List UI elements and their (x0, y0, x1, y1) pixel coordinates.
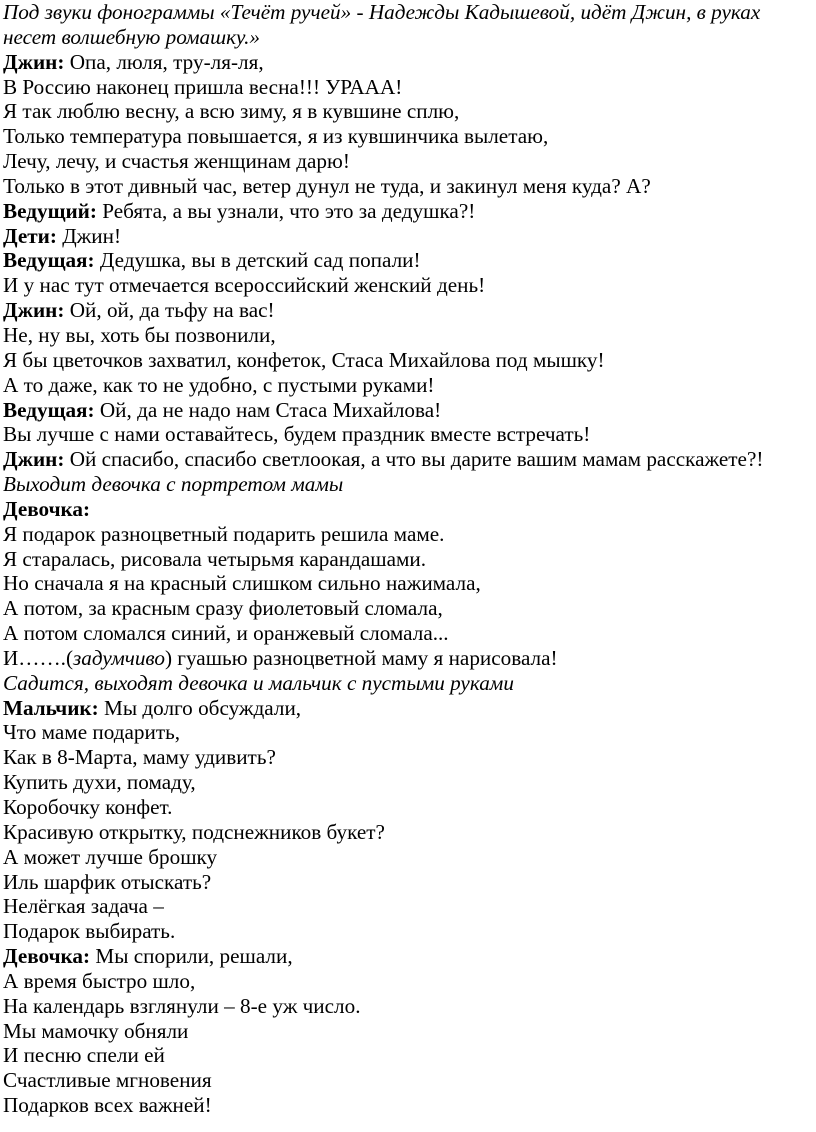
verse-line: И песню спели ей (3, 1043, 165, 1068)
stage-direction: Садится, выходят девочка и мальчик с пустыми руками (3, 670, 514, 695)
speaker-name: Джин: (3, 298, 65, 323)
verse-line: Лечу, лечу, и счастья женщинам дарю! (3, 149, 350, 174)
line-text: Ой, ой, да тьфу на вас! (64, 298, 275, 323)
verse-line: А может лучше брошку (3, 844, 218, 869)
verse-line: На календарь взглянули – 8-е уж число. (3, 993, 361, 1018)
speaker-name: Джин: (3, 49, 65, 74)
line-text: Опа, люля, тру-ля-ля, (64, 49, 264, 74)
verse-line: Только температура повышается, я из кувшинчика вылетаю, (3, 124, 549, 149)
line-text: Мы спорили, решали, (90, 944, 293, 969)
line-text: Ребята, а вы узнали, что это за дедушка?! (96, 198, 476, 223)
speaker-name: Девочка: (3, 496, 91, 521)
verse-line: Я подарок разноцветный подарить решила маме. (3, 521, 445, 546)
dialogue-line (3, 50, 813, 75)
speaker-name: Ведущая: (3, 397, 95, 422)
verse-line: Не, ну вы, хоть бы позвонили, (3, 322, 276, 347)
verse-line: А потом, за красным сразу фиолетовый сломала, (3, 596, 443, 621)
verse-line: А время быстро шло, (3, 968, 196, 993)
verse-line: А то даже, как то не удобно, с пустыми руками! (3, 372, 435, 397)
document-page (3, 0, 813, 1118)
dialogue-line (3, 298, 813, 323)
verse-line: Я старалась, рисовала четырьмя карандашами. (3, 546, 427, 571)
verse-line: Я бы цветочков захватил, конфеток, Стаса Михайлова под мышку! (3, 347, 605, 372)
verse-line: Что маме подарить, (3, 720, 181, 745)
speaker-name: Дети: (3, 223, 57, 248)
verse-line: Мы мамочку обняли (3, 1018, 189, 1043)
dialogue-line (3, 248, 813, 273)
italic-remark: задумчиво (73, 645, 165, 670)
dialogue-line (3, 224, 813, 249)
line-text: ) гуашью разноцветной маму я нарисовала! (164, 645, 558, 670)
speaker-name: Джин: (3, 447, 65, 472)
verse-line: Счастливые мгновения (3, 1068, 212, 1093)
verse-line: Я так люблю весну, а всю зиму, я в кувшине сплю, (3, 99, 460, 124)
dialogue-line (3, 199, 813, 224)
verse-line: Как в 8-Марта, маму удивить? (3, 745, 276, 770)
speaker-name: Ведущая: (3, 248, 95, 273)
verse-line: Но сначала я на красный слишком сильно нажимала, (3, 571, 481, 596)
line-text: Дедушка, вы в детский сад попали! (94, 248, 421, 273)
verse-line: Вы лучше с нами оставайтесь, будем праздник вместе встречать! (3, 422, 591, 447)
speaker-name: Девочка: (3, 944, 91, 969)
verse-line: Подарков всех важней! (3, 1093, 212, 1118)
stage-direction: Под звуки фонограммы «Течёт ручей» - Надежды Кадышевой, идёт Джин, в руках несет волшебную ромашку.» (3, 0, 761, 49)
line-text: Ой спасибо, спасибо светлоокая, а что вы дарите вашим мамам расскажете?! (64, 447, 764, 472)
verse-line: Подарок выбирать. (3, 919, 176, 944)
dialogue-line (3, 447, 813, 472)
verse-line: Иль шарфик отыскать? (3, 869, 212, 894)
speaker-name: Ведущий: (3, 198, 97, 223)
verse-line: Купить духи, помаду, (3, 770, 196, 795)
verse-line: Красивую открытку, подснежников букет? (3, 819, 385, 844)
verse-line: Только в этот дивный час, ветер дунул не туда, и закинул меня куда? А? (3, 173, 651, 198)
line-text: Мы долго обсуждали, (98, 695, 302, 720)
line-text: Ой, да не надо нам Стаса Михайлова! (94, 397, 442, 422)
dialogue-line (3, 398, 813, 423)
verse-line: А потом сломался синий, и оранжевый сломала... (3, 621, 449, 646)
verse-line: И у нас тут отмечается всероссийский женский день! (3, 273, 486, 298)
line-text: И…….( (3, 645, 74, 670)
dialogue-line (3, 696, 813, 721)
dialogue-line (3, 944, 813, 969)
verse-line: Коробочку конфет. (3, 795, 173, 819)
verse-line (3, 646, 813, 671)
speaker-name: Мальчик: (3, 695, 99, 720)
verse-line: В Россию наконец пришла весна!!! УРААА! (3, 74, 403, 99)
verse-line: Нелёгкая задача – (3, 894, 164, 919)
stage-direction: Выходит девочка с портретом мамы (3, 472, 344, 497)
line-text: Джин! (56, 223, 122, 248)
